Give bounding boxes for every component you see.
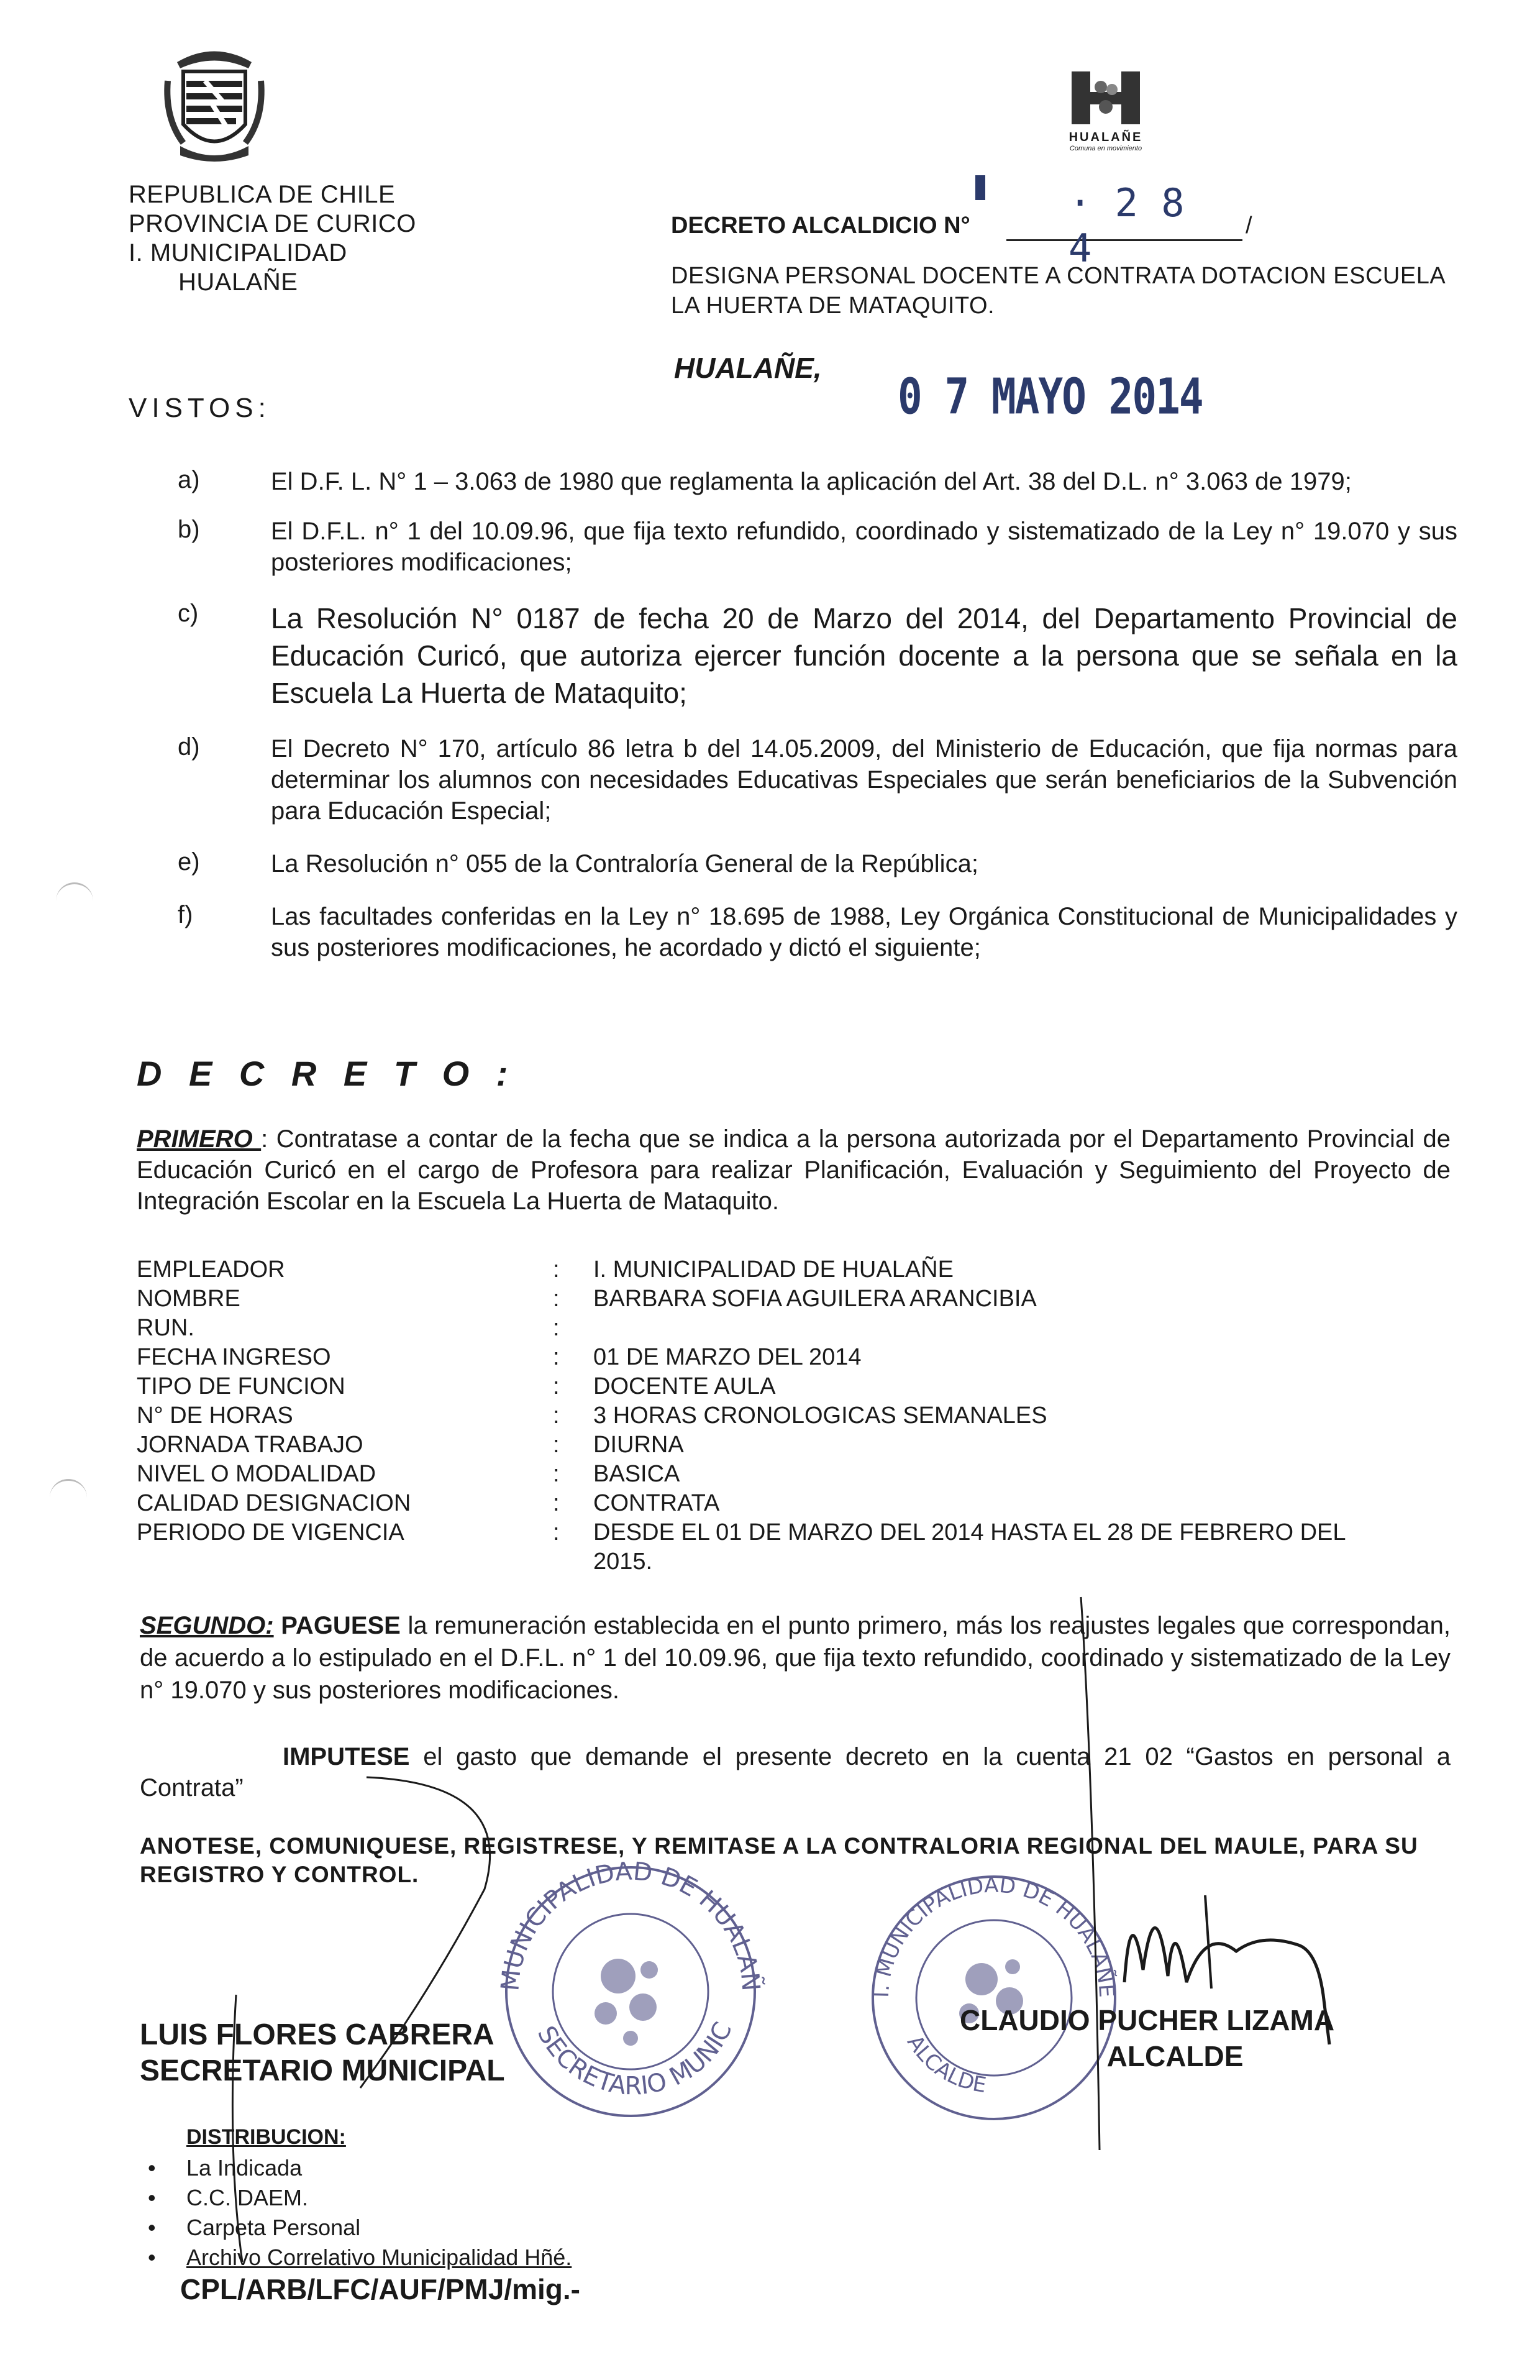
decree-subject: DESIGNA PERSONAL DOCENTE A CONTRATA DOTACION ESCUELA LA HUERTA DE MATAQUITO. — [671, 263, 1445, 319]
field-colon: : — [553, 1403, 560, 1429]
distribution-item: • Carpeta Personal — [137, 2213, 808, 2243]
field-value: DOCENTE AULA — [593, 1373, 776, 1399]
left-stamp-ring-bottom: SECRETARIO MUNIC — [531, 2018, 738, 2101]
field-row — [137, 1401, 1472, 1430]
field-row — [137, 1489, 1472, 1518]
field-value: BASICA — [593, 1461, 680, 1487]
header-commune: HUALAÑE — [178, 268, 298, 296]
field-colon: : — [553, 1373, 560, 1399]
right-stamp-ring-top: I. MUNICIPALIDAD DE HUALAÑE — [868, 1872, 1119, 1998]
hualane-logo — [1050, 68, 1162, 162]
vistos-item-b — [178, 516, 1457, 578]
field-colon: : — [553, 1432, 560, 1458]
date-stamp: 0 7 MAYO 2014 — [898, 368, 1203, 426]
field-value: 3 HORAS CRONOLOGICAS SEMANALES — [593, 1403, 1047, 1429]
field-label: NIVEL O MODALIDAD — [137, 1461, 376, 1487]
fields-table — [137, 1255, 1472, 1577]
field-label: TIPO DE FUNCION — [137, 1373, 345, 1399]
primero-sep: : — [261, 1125, 268, 1153]
header-republic: REPUBLICA DE CHILE — [129, 181, 396, 208]
item-text: La Resolución n° 055 de la Contraloría General de la República; — [271, 850, 978, 877]
field-colon: : — [553, 1461, 560, 1487]
decree-number-suffix: / — [1246, 213, 1252, 239]
field-colon: : — [553, 1344, 560, 1370]
hualane-h-icon — [1068, 68, 1143, 127]
field-value-redacted — [593, 1314, 1472, 1343]
item-letter: e) — [178, 848, 200, 876]
anotese-paragraph: ANOTESE, COMUNIQUESE, REGISTRESE, Y REMITASE A LA CONTRALORIA REGIONAL DEL MAULE, PARA SU REGISTRO Y CONTROL. — [140, 1833, 1418, 1887]
item-text: El Decreto N° 170, artículo 86 letra b del 14.05.2009, del Ministerio de Educación, que fija normas para determinar los alumnos con necesidades Educativas Especiales que serán beneficiarios de la Subvención para Educación Especial; — [271, 735, 1457, 825]
secretary-name: LUIS FLORES CABRERA — [140, 2018, 494, 2051]
distribution-item: • C.C. DAEM. — [137, 2183, 808, 2213]
field-value: BARBARA SOFIA AGUILERA ARANCIBIA — [593, 1286, 1037, 1312]
mayor-title: ALCALDE — [1106, 2040, 1244, 2072]
field-row — [137, 1255, 1472, 1284]
vistos-title: VISTOS: — [129, 393, 271, 423]
field-colon: : — [553, 1490, 560, 1516]
scan-mark — [50, 1479, 87, 1506]
field-value: I. MUNICIPALIDAD DE HUALAÑE — [593, 1256, 954, 1283]
distribution-title: DISTRIBUCION: — [186, 2125, 346, 2149]
item-letter: b) — [178, 516, 200, 543]
primero-paragraph — [137, 1124, 1451, 1217]
field-label: FECHA INGRESO — [137, 1344, 331, 1370]
vistos-item-c — [178, 600, 1457, 712]
field-row — [137, 1430, 1472, 1460]
logo-text: HUALAÑE — [1068, 130, 1143, 144]
field-row — [137, 1284, 1472, 1314]
decree-place: HUALAÑE, — [674, 352, 822, 384]
field-label: CALIDAD DESIGNACION — [137, 1490, 411, 1516]
right-stamp-ring-bottom: ALCALDE — [902, 2031, 988, 2099]
field-value: CONTRATA — [593, 1490, 720, 1516]
field-colon: : — [553, 1315, 560, 1341]
primero-label: PRIMERO — [137, 1125, 262, 1153]
field-row — [137, 1518, 1472, 1577]
initials-reference: CPL/ARB/LFC/AUF/PMJ/mig.- — [180, 2273, 580, 2305]
header-municipality: I. MUNICIPALIDAD — [129, 239, 347, 267]
decree-number: · 2 8 4 — [1068, 180, 1185, 271]
field-label: NOMBRE — [137, 1286, 240, 1312]
field-label: RUN. — [137, 1315, 194, 1341]
secretary-title: SECRETARIO MUNICIPAL — [140, 2054, 505, 2087]
decreto-title: D E C R E T O : — [137, 1054, 517, 1093]
vistos-item-a — [178, 466, 1457, 497]
item-letter: d) — [178, 733, 200, 761]
segundo-label: SEGUNDO: — [140, 1612, 274, 1639]
primero-text: Contratase a contar de la fecha que se indica a la persona autorizada por el Departamento Provincial de Educación Curicó en el cargo de Profesora para realizar Planificación, Evaluación y Seguimiento del Proyecto de Integración Escolar en la Escuela La Huerta de Mataquito. — [137, 1125, 1451, 1215]
item-letter: c) — [178, 600, 199, 627]
field-colon: : — [553, 1256, 560, 1283]
field-colon: : — [553, 1519, 560, 1545]
field-label: N° DE HORAS — [137, 1403, 293, 1429]
distribution-list — [137, 2153, 808, 2272]
vistos-item-f — [178, 901, 1457, 963]
distribution-item: • Archivo Correlativo Municipalidad Hñé. — [137, 2243, 808, 2272]
field-colon: : — [553, 1286, 560, 1312]
field-value: 01 DE MARZO DEL 2014 — [593, 1344, 862, 1370]
field-value: DESDE EL 01 DE MARZO DEL 2014 HASTA EL 28 DE FEBRERO DEL 2015. — [593, 1519, 1346, 1575]
field-row — [137, 1460, 1472, 1489]
header-province: PROVINCIA DE CURICO — [129, 210, 416, 237]
impute-bold: IMPUTESE — [283, 1743, 410, 1770]
segundo-text: la remuneración establecida en el punto primero, más los reajustes legales que correspondan, de acuerdo a lo estipulado en el D.F.L. n° 1 del 10.09.96, que fija texto refundido, coordinado y sistematizado de la Ley n° 19.070 y sus posteriores modificaciones. — [140, 1612, 1451, 1704]
logo-subtext: Comuna en movimiento — [1069, 145, 1142, 152]
segundo-bold: PAGUESE — [273, 1612, 401, 1639]
distribution-item: • La Indicada — [137, 2153, 808, 2183]
field-label: JORNADA TRABAJO — [137, 1432, 363, 1458]
field-value: DIURNA — [593, 1432, 684, 1458]
scan-mark — [56, 882, 93, 909]
item-text: El D.F. L. N° 1 – 3.063 de 1980 que reglamenta la aplicación del Art. 38 del D.L. n° 3.063 de 1979; — [271, 468, 1352, 495]
item-letter: f) — [178, 901, 193, 928]
field-row — [137, 1372, 1472, 1401]
item-letter: a) — [178, 466, 200, 493]
coat-of-arms-logo — [155, 43, 273, 168]
mayor-name: CLAUDIO PUCHER LIZAMA — [960, 2004, 1335, 2036]
decree-mark — [975, 175, 985, 200]
item-text: El D.F.L. n° 1 del 10.09.96, que fija texto refundido, coordinado y sistematizado de la Ley n° 19.070 y sus posteriores modificaciones; — [271, 518, 1457, 576]
decree-label: DECRETO ALCALDICIO N° — [671, 213, 970, 239]
field-label: PERIODO DE VIGENCIA — [137, 1519, 404, 1545]
vistos-item-d — [178, 733, 1457, 826]
field-row — [137, 1343, 1472, 1372]
item-text: Las facultades conferidas en la Ley n° 18.695 de 1988, Ley Orgánica Constitucional de Municipalidades y sus posteriores modificaciones, he acordado y dictó el siguiente; — [271, 903, 1457, 961]
field-row — [137, 1314, 1472, 1343]
left-stamp-ring-top: MUNICIPALIDAD DE HUALAÑ — [496, 1858, 765, 1992]
impute-text: el gasto que demande el presente decreto en la cuenta 21 02 “Gastos en personal a Contrata” — [140, 1743, 1451, 1801]
field-label: EMPLEADOR — [137, 1256, 285, 1283]
vistos-item-e — [178, 848, 1457, 879]
item-text: La Resolución N° 0187 de fecha 20 de Marzo del 2014, del Departamento Provincial de Educación Curicó, que autoriza ejercer función docente a la persona que se señala en la Escuela La Huerta de Mataquito; — [271, 602, 1457, 709]
